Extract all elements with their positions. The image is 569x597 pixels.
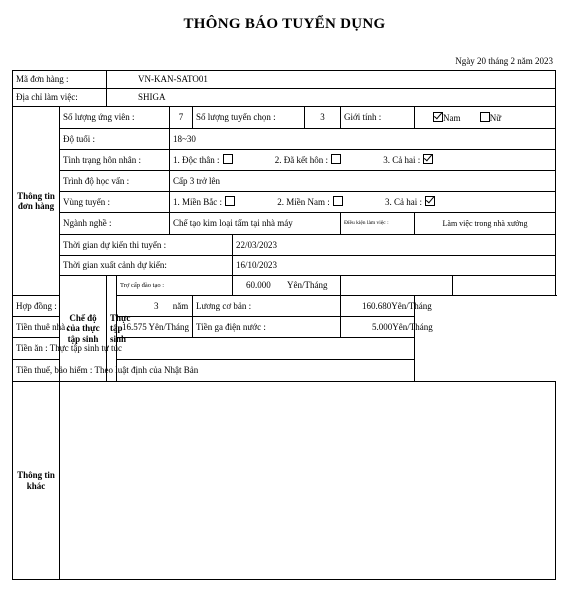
salary-cell <box>341 296 432 317</box>
region-both-checkbox[interactable] <box>425 196 435 206</box>
gender-options <box>415 107 556 129</box>
utility-cell <box>341 317 433 338</box>
departure-date-value: 16/10/2023 <box>233 256 556 276</box>
job-label: Ngành nghề : <box>60 213 170 235</box>
gender-male-label: Nam <box>443 112 461 123</box>
candidate-count-value: 7 <box>170 107 193 129</box>
contract-value: 3 <box>154 300 159 311</box>
region-label: Vùng tuyển : <box>60 192 170 213</box>
departure-date-label: Thời gian xuất cảnh dự kiến: <box>60 256 233 276</box>
marital-both-checkbox[interactable] <box>423 154 433 164</box>
marital-married-label: 2. Đã kết hôn : <box>274 155 329 166</box>
education-value: Cấp 3 trở lên <box>170 171 556 192</box>
education-label: Trình độ học vấn : <box>60 171 170 192</box>
other-info-section-label: Thông tin khác <box>13 382 60 580</box>
exam-date-label: Thời gian dự kiến thi tuyển : <box>60 235 233 256</box>
tax-policy: Tiền thuế, bảo hiểm : Theo luật định của Nhật Bản <box>13 360 415 382</box>
utility-value: 5.000 <box>372 321 393 332</box>
training-allowance-value: 60.000 <box>246 280 271 291</box>
gender-label: Giới tính : <box>341 107 415 129</box>
work-condition-label: Điều kiện làm việc : <box>341 213 415 235</box>
candidate-count-label: Số lượng ứng viên : <box>60 107 170 129</box>
selected-count-value: 3 <box>305 107 341 129</box>
training-allowance-unit: Yên/Tháng <box>287 280 328 291</box>
blank-cell <box>453 276 556 296</box>
order-code-label: Mã đơn hàng : <box>13 71 107 89</box>
work-condition-value: Làm việc trong nhà xưởng <box>415 213 556 235</box>
document-date: Ngày 20 tháng 2 năm 2023 <box>455 56 553 66</box>
salary-value: 160.680 <box>362 300 392 311</box>
training-allowance-cell <box>233 276 341 296</box>
gender-female-label: Nữ <box>489 112 502 123</box>
marital-married-checkbox[interactable] <box>331 154 341 164</box>
training-allowance-label: Trợ cấp đào tạo : <box>117 276 233 296</box>
work-address-value: SHIGA <box>107 89 556 107</box>
gender-male-checkbox[interactable] <box>433 112 443 122</box>
marital-single-checkbox[interactable] <box>223 154 233 164</box>
marital-status-options <box>170 150 556 171</box>
region-options <box>170 192 556 213</box>
contract-label: Hợp đồng : <box>13 296 117 317</box>
trainee-sub-label: Thực tập sinh <box>107 276 117 382</box>
region-north-label: 1. Miền Bắc : <box>173 197 223 208</box>
job-value: Chế tạo kim loại tấm tại nhà máy <box>170 213 341 235</box>
contract-unit: năm <box>172 300 189 311</box>
selected-count-label: Số lượng tuyển chọn : <box>193 107 305 129</box>
region-south-checkbox[interactable] <box>333 196 343 206</box>
work-address-label: Địa chỉ làm việc: <box>13 89 107 107</box>
page-title: THÔNG BÁO TUYỂN DỤNG <box>183 16 386 32</box>
gender-female-checkbox[interactable] <box>480 112 490 122</box>
utility-label: Tiền ga điện nước : <box>193 317 341 338</box>
utility-unit: Yên/Tháng <box>392 321 433 332</box>
marital-status-label: Tình trạng hôn nhân : <box>60 150 170 171</box>
exam-date-value: 22/03/2023 <box>233 235 556 256</box>
region-south-label: 2. Miền Nam : <box>277 197 330 208</box>
rent-unit: Yên/Tháng <box>148 321 190 332</box>
age-label: Độ tuổi : <box>60 129 170 150</box>
policy-section-label: Chế độ của thực tập sinh <box>60 276 107 382</box>
salary-unit: Yên/Tháng <box>391 300 432 311</box>
marital-both-label: 3. Cả hai : <box>383 155 421 166</box>
salary-label: Lương cơ bản : <box>193 296 341 317</box>
age-value: 18~30 <box>170 129 556 150</box>
rent-label: Tiền thuê nhà : <box>13 317 117 338</box>
food-policy: Tiền ăn : Thực tập sinh tự túc <box>13 338 415 360</box>
blank-cell <box>341 276 453 296</box>
region-both-label: 3. Cả hai : <box>385 197 423 208</box>
recruitment-form <box>12 70 556 580</box>
rent-value: 16.575 <box>122 321 147 332</box>
marital-single-label: 1. Độc thân : <box>173 155 220 166</box>
order-code-value: VN-KAN-SATO01 <box>107 71 556 89</box>
region-north-checkbox[interactable] <box>225 196 235 206</box>
other-info-content <box>60 382 556 580</box>
order-info-section-label: Thông tin đơn hàng <box>13 107 60 296</box>
